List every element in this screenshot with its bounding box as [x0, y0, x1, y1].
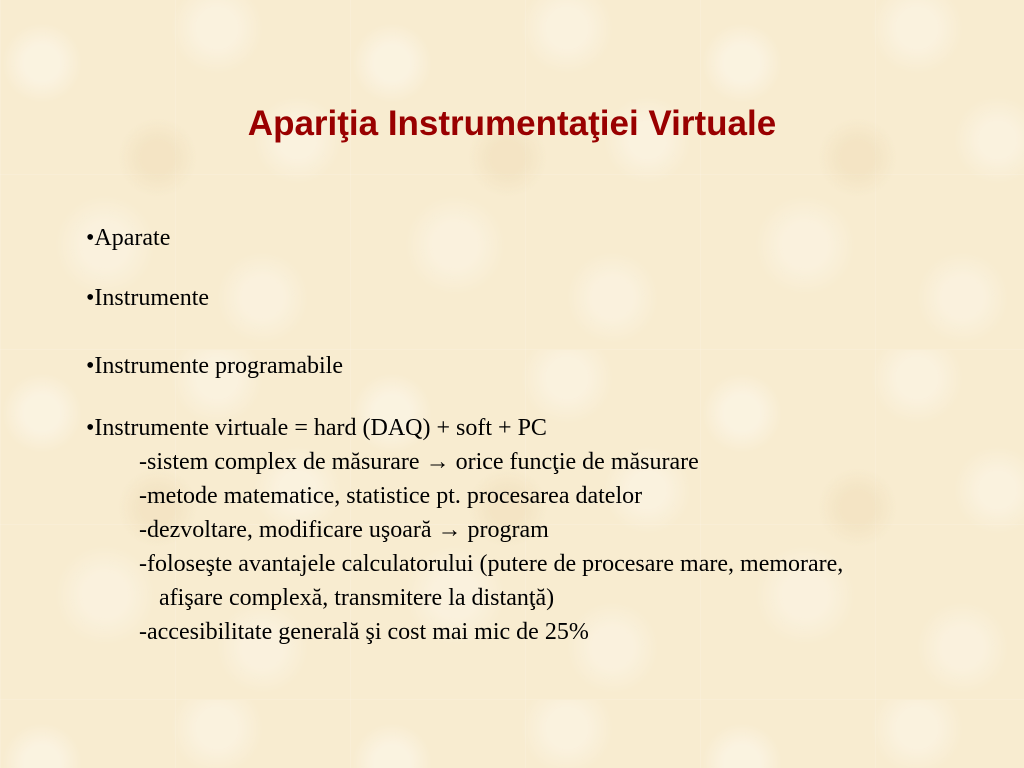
sub-bullet-list: [139, 445, 843, 649]
bullet-item-instrumente: •Instrumente: [86, 285, 210, 311]
sub-item-avantaje-continuare: afişare complexă, transmitere la distanţă): [159, 585, 555, 611]
bullet-item-instrumente-virtuale: •Instrumente virtuale = hard (DAQ) + soft + PC: [86, 415, 547, 441]
sub-item-metode-matematice: -metode matematice, statistice pt. procesarea datelor: [139, 483, 643, 509]
sub-item-avantaje-calculator: -foloseşte avantajele calculatorului (putere de procesare mare, memorare,: [139, 551, 844, 577]
slide-title: Apariţia Instrumentaţiei Virtuale: [247, 104, 777, 143]
sub-item-sistem-complex: -sistem complex de măsurare → orice funcţie de măsurare: [139, 449, 699, 475]
bullet-item-instrumente-programabile: •Instrumente programabile: [86, 353, 343, 379]
sub-item-dezvoltare: -dezvoltare, modificare uşoară → program: [139, 517, 549, 543]
bullet-item-aparate: •Aparate: [86, 225, 171, 251]
sub-item-accesibilitate: -accesibilitate generală şi cost mai mic de 25%: [139, 619, 589, 645]
